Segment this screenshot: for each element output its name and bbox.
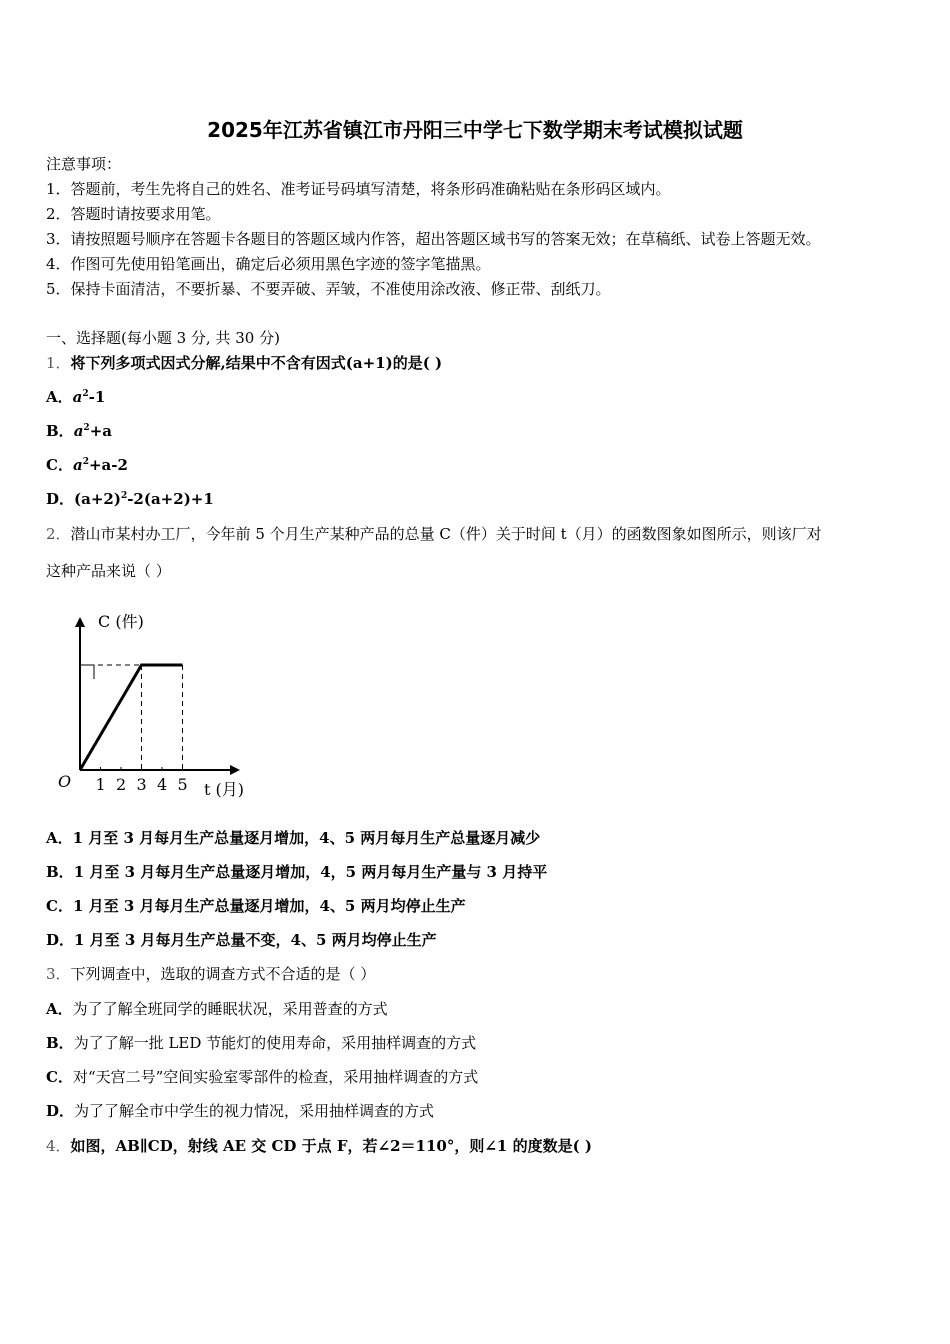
section-heading: 一、选择题(每小题 3 分, 共 30 分) bbox=[46, 329, 280, 347]
q3-option-d bbox=[46, 1100, 434, 1121]
notice-item: 5．保持卡面清洁，不要折暴、不要弄破、弄皱，不准使用涂改液、修正带、刮纸刀。 bbox=[46, 280, 611, 298]
q3-option-c bbox=[46, 1066, 478, 1087]
right-angle-mark bbox=[80, 665, 94, 679]
q2-option-d bbox=[46, 929, 437, 950]
series-line bbox=[80, 665, 183, 770]
question-text: 潜山市某村办工厂，今年前 5 个月生产某种产品的总量 C（件）关于时间 t（月）的函数图象如图所示，则该厂对 bbox=[70, 525, 822, 543]
option-rest: +a-2 bbox=[88, 456, 128, 474]
q2-option-a bbox=[46, 827, 540, 848]
question-1 bbox=[46, 352, 442, 373]
option-text: 为了了解全市中学生的视力情况，采用抽样调查的方式 bbox=[74, 1102, 435, 1120]
option-label: D． bbox=[46, 490, 75, 508]
x-tick-label: 5 bbox=[177, 775, 188, 794]
option-label: A． bbox=[46, 1000, 73, 1018]
q2-option-c bbox=[46, 895, 466, 916]
y-axis-label: C (件) bbox=[98, 612, 144, 631]
option-text: 为了了解全班同学的睡眠状况，采用普查的方式 bbox=[72, 1000, 388, 1018]
option-text: 1 月至 3 月每月生产总量逐月增加，4、5 两月每月生产总量逐月减少 bbox=[72, 829, 541, 847]
option-label: D． bbox=[46, 1102, 75, 1120]
option-label: D． bbox=[46, 931, 75, 949]
option-text: 对“天宫二号”空间实验室零部件的检查，采用抽样调查的方式 bbox=[72, 1068, 479, 1086]
question-2-cont: 这种产品来说（ ） bbox=[46, 562, 171, 580]
option-rest: -1 bbox=[88, 388, 106, 406]
origin-label: O bbox=[58, 772, 72, 791]
option-text: 1 月至 3 月每月生产总量逐月增加，4、5 两月均停止生产 bbox=[72, 897, 466, 915]
question-text: 下列调查中，选取的调查方式不合适的是（ ） bbox=[70, 965, 376, 983]
notice-item: 3．请按照题号顺序在答题卡各题目的答题区域内作答，超出答题区域书写的答案无效；在草稿纸、试卷上答题无效。 bbox=[46, 230, 821, 248]
option-rest: +a bbox=[89, 422, 112, 440]
x-tick-label: 1 bbox=[95, 775, 106, 794]
x-axis-label: t (月) bbox=[204, 780, 245, 799]
q3-option-b bbox=[46, 1032, 476, 1053]
option-text: 1 月至 3 月每月生产总量逐月增加，4，5 两月每月生产量与 3 月持平 bbox=[73, 863, 548, 881]
question-text: 将下列多项式因式分解,结果中不含有因式(a+1)的是( ) bbox=[70, 354, 443, 372]
x-ticks bbox=[96, 767, 188, 794]
y-axis-arrow bbox=[75, 617, 85, 627]
question-text: 如图，AB∥CD，射线 AE 交 CD 于点 F，若∠2＝110°，则∠1 的度数是( ) bbox=[70, 1137, 592, 1155]
question-number: 3． bbox=[46, 965, 71, 983]
option-label: B． bbox=[46, 1034, 74, 1052]
question-3 bbox=[46, 963, 375, 984]
option-text: 1 月至 3 月每月生产总量不变，4、5 两月均停止生产 bbox=[74, 931, 437, 949]
notice-item: 2．答题时请按要求用笔。 bbox=[46, 205, 221, 223]
notice-item: 1．答题前，考生先将自己的姓名、准考证号码填写清楚，将条形码准确粘贴在条形码区域内。 bbox=[46, 180, 671, 198]
q3-option-a bbox=[46, 998, 388, 1019]
option-label: B． bbox=[46, 422, 74, 440]
option-rest: -2(a+2)+1 bbox=[127, 490, 214, 508]
option-text: 为了了解一批 LED 节能灯的使用寿命，采用抽样调查的方式 bbox=[73, 1034, 477, 1052]
page-title: 2025年江苏省镇江市丹阳三中学七下数学期末考试模拟试题 bbox=[207, 118, 743, 142]
option-label: C． bbox=[46, 456, 73, 474]
x-tick-label: 3 bbox=[136, 775, 147, 794]
x-tick-label: 4 bbox=[157, 775, 168, 794]
option-base: (a+2) bbox=[74, 490, 121, 508]
option-label: A． bbox=[46, 388, 73, 406]
option-label: B． bbox=[46, 863, 74, 881]
option-label: C． bbox=[46, 897, 73, 915]
production-chart bbox=[50, 605, 260, 805]
option-exponent: 2 bbox=[82, 457, 89, 467]
option-exponent: 2 bbox=[120, 491, 128, 501]
option-base: a bbox=[72, 388, 83, 406]
option-d bbox=[46, 488, 214, 509]
option-c bbox=[46, 454, 128, 475]
option-base: a bbox=[72, 456, 83, 474]
question-number: 4． bbox=[46, 1137, 71, 1155]
option-a bbox=[46, 386, 105, 407]
x-axis-arrow bbox=[230, 765, 240, 775]
q2-option-b bbox=[46, 861, 547, 882]
notice-heading: 注意事项： bbox=[46, 155, 122, 173]
option-b bbox=[46, 420, 112, 441]
question-4 bbox=[46, 1135, 592, 1156]
notice-item: 4．作图可先使用铅笔画出，确定后必须用黑色字迹的签字笔描黑。 bbox=[46, 255, 491, 273]
option-base: a bbox=[73, 422, 84, 440]
option-exponent: 2 bbox=[83, 423, 90, 433]
option-label: C． bbox=[46, 1068, 73, 1086]
question-number: 1． bbox=[46, 354, 71, 372]
option-label: A． bbox=[46, 829, 73, 847]
question-2 bbox=[46, 523, 822, 544]
question-number: 2． bbox=[46, 525, 71, 543]
x-tick-label: 2 bbox=[116, 775, 127, 794]
option-exponent: 2 bbox=[82, 389, 89, 399]
